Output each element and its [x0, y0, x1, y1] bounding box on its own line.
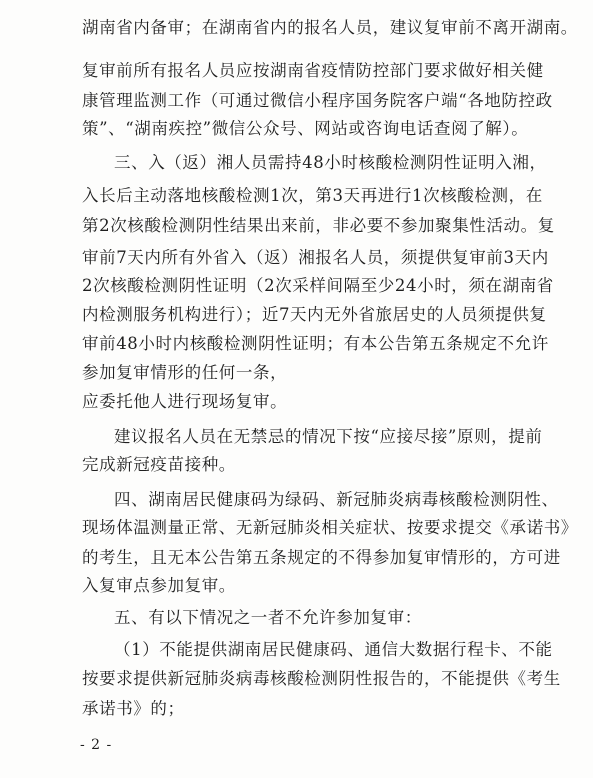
text-line: 康管理监测工作（可通过微信小程序国务院客户端“各地防控政	[82, 91, 553, 110]
text-line: 复审前所有报名人员应按湖南省疫情防控部门要求做好相关健	[82, 61, 544, 80]
text-line: （1）不能提供湖南居民健康码、通信大数据行程卡、不能	[114, 640, 553, 659]
text-line: 审前48小时内核酸检测阴性证明；有本公告第五条规定不允许	[82, 334, 549, 353]
text-line: 按要求提供新冠肺炎病毒核酸检测阴性报告的，不能提供《考生	[82, 669, 561, 688]
text-line: 应委托他人进行现场复审。	[82, 392, 288, 411]
page-number: - 2 -	[80, 737, 113, 753]
text-line: 三、入（返）湘人员需持48小时核酸检测阴性证明入湘，	[114, 153, 547, 172]
text-line: 参加复审情形的任何一条，	[82, 363, 288, 382]
text-line: 承诺书》的；	[82, 699, 185, 718]
text-line: 的考生，且无本公告第五条规定的不得参加复审情形的，方可进	[82, 548, 561, 567]
text-line: 2次核酸检测阴性证明（2次采样间隔至少24小时，须在湖南省	[82, 276, 554, 295]
text-line: 五、有以下情况之一者不允许参加复审：	[114, 608, 422, 627]
text-line: 入长后主动落地核酸检测1次，第3天再进行1次核酸检测，在	[82, 186, 543, 205]
text-line: 内检测服务机构进行）；近7天内无外省旅居史的人员须提供复	[82, 305, 547, 324]
text-line: 建议报名人员在无禁忌的情况下按“应接尽接”原则，提前	[114, 427, 543, 446]
text-line: 审前7天内所有外省入（返）湘报名人员，须提供复审前3天内	[82, 248, 549, 267]
text-line: 入复审点参加复审。	[82, 576, 236, 595]
text-line: 第2次核酸检测阴性结果出来前，非必要不参加聚集性活动。复	[82, 216, 555, 235]
text-line: 完成新冠疫苗接种。	[82, 455, 236, 474]
text-line: 策”、“湖南疾控”微信公众号、网站或咨询电话查阅了解）。	[82, 119, 529, 138]
text-line: 四、湖南居民健康码为绿码、新冠肺炎病毒核酸检测阴性、	[114, 490, 559, 509]
text-line: 湖南省内备审；在湖南省内的报名人员，建议复审前不离开湖南。	[82, 18, 578, 37]
text-line: 现场体温测量正常、无新冠肺炎相关症状、按要求提交《承诺书》	[82, 518, 578, 537]
